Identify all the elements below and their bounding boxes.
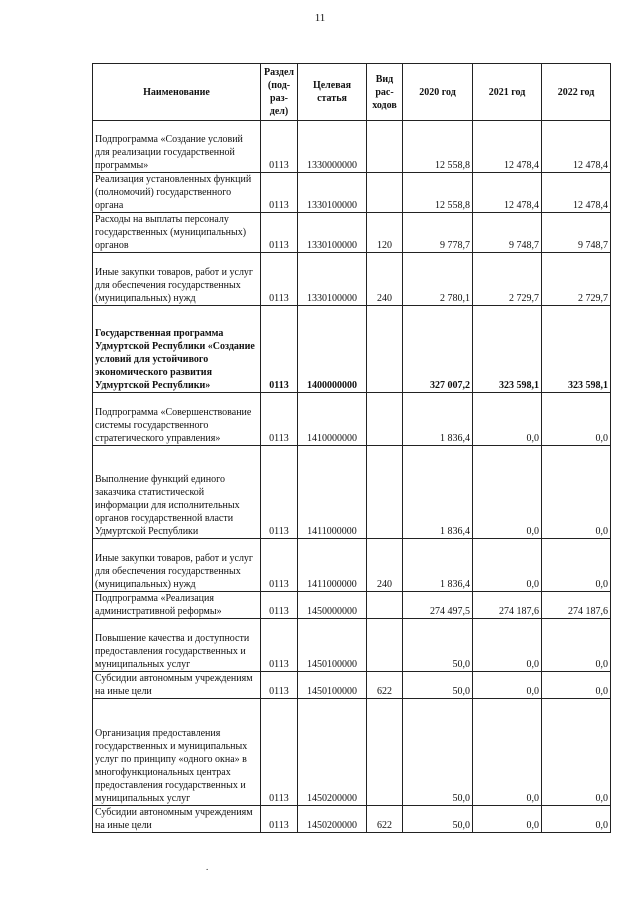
row-name: Иные закупки товаров, работ и услуг для обеспечения государственных (муниципальных) нужд bbox=[93, 253, 261, 306]
row-section: 0113 bbox=[261, 539, 298, 592]
table-header-row bbox=[93, 64, 611, 121]
row-section: 0113 bbox=[261, 806, 298, 833]
row-expense-type bbox=[367, 619, 403, 672]
table-row bbox=[93, 539, 611, 592]
row-name: Подпрограмма «Создание условий для реализации государственной программы» bbox=[93, 121, 261, 173]
header-target: Целевая статья bbox=[298, 64, 367, 121]
row-target-article: 1330100000 bbox=[298, 173, 367, 213]
row-expense-type: 622 bbox=[367, 806, 403, 833]
row-section: 0113 bbox=[261, 393, 298, 446]
row-value-2021: 323 598,1 bbox=[473, 306, 542, 393]
row-expense-type: 240 bbox=[367, 539, 403, 592]
row-target-article: 1411000000 bbox=[298, 446, 367, 539]
row-section: 0113 bbox=[261, 173, 298, 213]
row-value-2021: 0,0 bbox=[473, 539, 542, 592]
row-value-2020: 50,0 bbox=[403, 699, 473, 806]
header-expense-type: Вид рас-ходов bbox=[367, 64, 403, 121]
row-expense-type: 120 bbox=[367, 213, 403, 253]
row-value-2020: 50,0 bbox=[403, 619, 473, 672]
row-target-article: 1450100000 bbox=[298, 672, 367, 699]
row-name: Повышение качества и доступности предоставления государственных и муниципальных услуг bbox=[93, 619, 261, 672]
row-value-2021: 0,0 bbox=[473, 446, 542, 539]
row-section: 0113 bbox=[261, 446, 298, 539]
row-value-2021: 0,0 bbox=[473, 699, 542, 806]
row-target-article: 1330100000 bbox=[298, 213, 367, 253]
row-section: 0113 bbox=[261, 306, 298, 393]
row-value-2021: 12 478,4 bbox=[473, 173, 542, 213]
row-value-2022: 0,0 bbox=[542, 619, 611, 672]
table-row bbox=[93, 806, 611, 833]
row-value-2022: 274 187,6 bbox=[542, 592, 611, 619]
row-value-2022: 0,0 bbox=[542, 699, 611, 806]
row-target-article: 1450000000 bbox=[298, 592, 367, 619]
table-row bbox=[93, 306, 611, 393]
row-section: 0113 bbox=[261, 253, 298, 306]
row-expense-type bbox=[367, 699, 403, 806]
header-2021: 2021 год bbox=[473, 64, 542, 121]
row-value-2022: 0,0 bbox=[542, 672, 611, 699]
row-target-article: 1330000000 bbox=[298, 121, 367, 173]
table-row bbox=[93, 213, 611, 253]
header-2020: 2020 год bbox=[403, 64, 473, 121]
row-section: 0113 bbox=[261, 121, 298, 173]
row-value-2022: 0,0 bbox=[542, 446, 611, 539]
page-number: 11 bbox=[314, 12, 326, 24]
row-value-2022: 12 478,4 bbox=[542, 121, 611, 173]
row-name: Выполнение функций единого заказчика статистической информации для исполнительных органов государственной власти Удмуртской Республики bbox=[93, 446, 261, 539]
row-expense-type bbox=[367, 592, 403, 619]
row-value-2022: 12 478,4 bbox=[542, 173, 611, 213]
row-value-2021: 0,0 bbox=[473, 393, 542, 446]
row-section: 0113 bbox=[261, 672, 298, 699]
table-row bbox=[93, 619, 611, 672]
row-target-article: 1400000000 bbox=[298, 306, 367, 393]
row-value-2020: 12 558,8 bbox=[403, 173, 473, 213]
row-value-2020: 50,0 bbox=[403, 806, 473, 833]
row-value-2021: 0,0 bbox=[473, 806, 542, 833]
row-value-2020: 50,0 bbox=[403, 672, 473, 699]
row-value-2022: 0,0 bbox=[542, 806, 611, 833]
row-value-2020: 274 497,5 bbox=[403, 592, 473, 619]
row-value-2022: 0,0 bbox=[542, 393, 611, 446]
header-2022: 2022 год bbox=[542, 64, 611, 121]
row-value-2022: 0,0 bbox=[542, 539, 611, 592]
row-name: Государственная программа Удмуртской Республики «Создание условий для устойчивого экономического развития Удмуртской Республики» bbox=[93, 306, 261, 393]
row-expense-type bbox=[367, 121, 403, 173]
table-row bbox=[93, 592, 611, 619]
row-value-2021: 274 187,6 bbox=[473, 592, 542, 619]
footer-mark: . bbox=[206, 862, 209, 872]
row-value-2020: 2 780,1 bbox=[403, 253, 473, 306]
row-section: 0113 bbox=[261, 699, 298, 806]
row-name: Подпрограмма «Совершенствование системы государственного стратегического управления» bbox=[93, 393, 261, 446]
table-row bbox=[93, 393, 611, 446]
row-name: Организация предоставления государственных и муниципальных услуг по принципу «одного окна» в многофункциональных центрах предоставления государственных и муниципальных услуг bbox=[93, 699, 261, 806]
row-section: 0113 bbox=[261, 592, 298, 619]
row-value-2020: 9 778,7 bbox=[403, 213, 473, 253]
row-value-2022: 2 729,7 bbox=[542, 253, 611, 306]
header-name: Наименование bbox=[93, 64, 261, 121]
row-name: Субсидии автономным учреждениям на иные цели bbox=[93, 806, 261, 833]
table-row bbox=[93, 699, 611, 806]
row-value-2020: 1 836,4 bbox=[403, 539, 473, 592]
row-value-2022: 9 748,7 bbox=[542, 213, 611, 253]
row-target-article: 1450100000 bbox=[298, 619, 367, 672]
row-section: 0113 bbox=[261, 619, 298, 672]
row-target-article: 1411000000 bbox=[298, 539, 367, 592]
row-value-2021: 0,0 bbox=[473, 619, 542, 672]
row-value-2020: 327 007,2 bbox=[403, 306, 473, 393]
row-section: 0113 bbox=[261, 213, 298, 253]
table-row bbox=[93, 672, 611, 699]
row-expense-type: 622 bbox=[367, 672, 403, 699]
row-name: Иные закупки товаров, работ и услуг для обеспечения государственных (муниципальных) нужд bbox=[93, 539, 261, 592]
budget-table bbox=[92, 63, 611, 833]
row-name: Подпрограмма «Реализация административной реформы» bbox=[93, 592, 261, 619]
row-expense-type bbox=[367, 393, 403, 446]
row-expense-type: 240 bbox=[367, 253, 403, 306]
row-value-2021: 9 748,7 bbox=[473, 213, 542, 253]
row-value-2020: 1 836,4 bbox=[403, 393, 473, 446]
row-expense-type bbox=[367, 306, 403, 393]
row-value-2021: 12 478,4 bbox=[473, 121, 542, 173]
row-value-2020: 1 836,4 bbox=[403, 446, 473, 539]
row-value-2021: 2 729,7 bbox=[473, 253, 542, 306]
header-section: Раздел (под-раз-дел) bbox=[261, 64, 298, 121]
row-name: Субсидии автономным учреждениям на иные цели bbox=[93, 672, 261, 699]
row-target-article: 1410000000 bbox=[298, 393, 367, 446]
row-value-2020: 12 558,8 bbox=[403, 121, 473, 173]
row-value-2021: 0,0 bbox=[473, 672, 542, 699]
table-row bbox=[93, 173, 611, 213]
row-name: Реализация установленных функций (полномочий) государственного органа bbox=[93, 173, 261, 213]
row-name: Расходы на выплаты персоналу государственных (муниципальных) органов bbox=[93, 213, 261, 253]
table-row bbox=[93, 253, 611, 306]
table-row bbox=[93, 446, 611, 539]
row-expense-type bbox=[367, 173, 403, 213]
row-target-article: 1450200000 bbox=[298, 806, 367, 833]
row-target-article: 1330100000 bbox=[298, 253, 367, 306]
row-target-article: 1450200000 bbox=[298, 699, 367, 806]
row-expense-type bbox=[367, 446, 403, 539]
table-row bbox=[93, 121, 611, 173]
row-value-2022: 323 598,1 bbox=[542, 306, 611, 393]
